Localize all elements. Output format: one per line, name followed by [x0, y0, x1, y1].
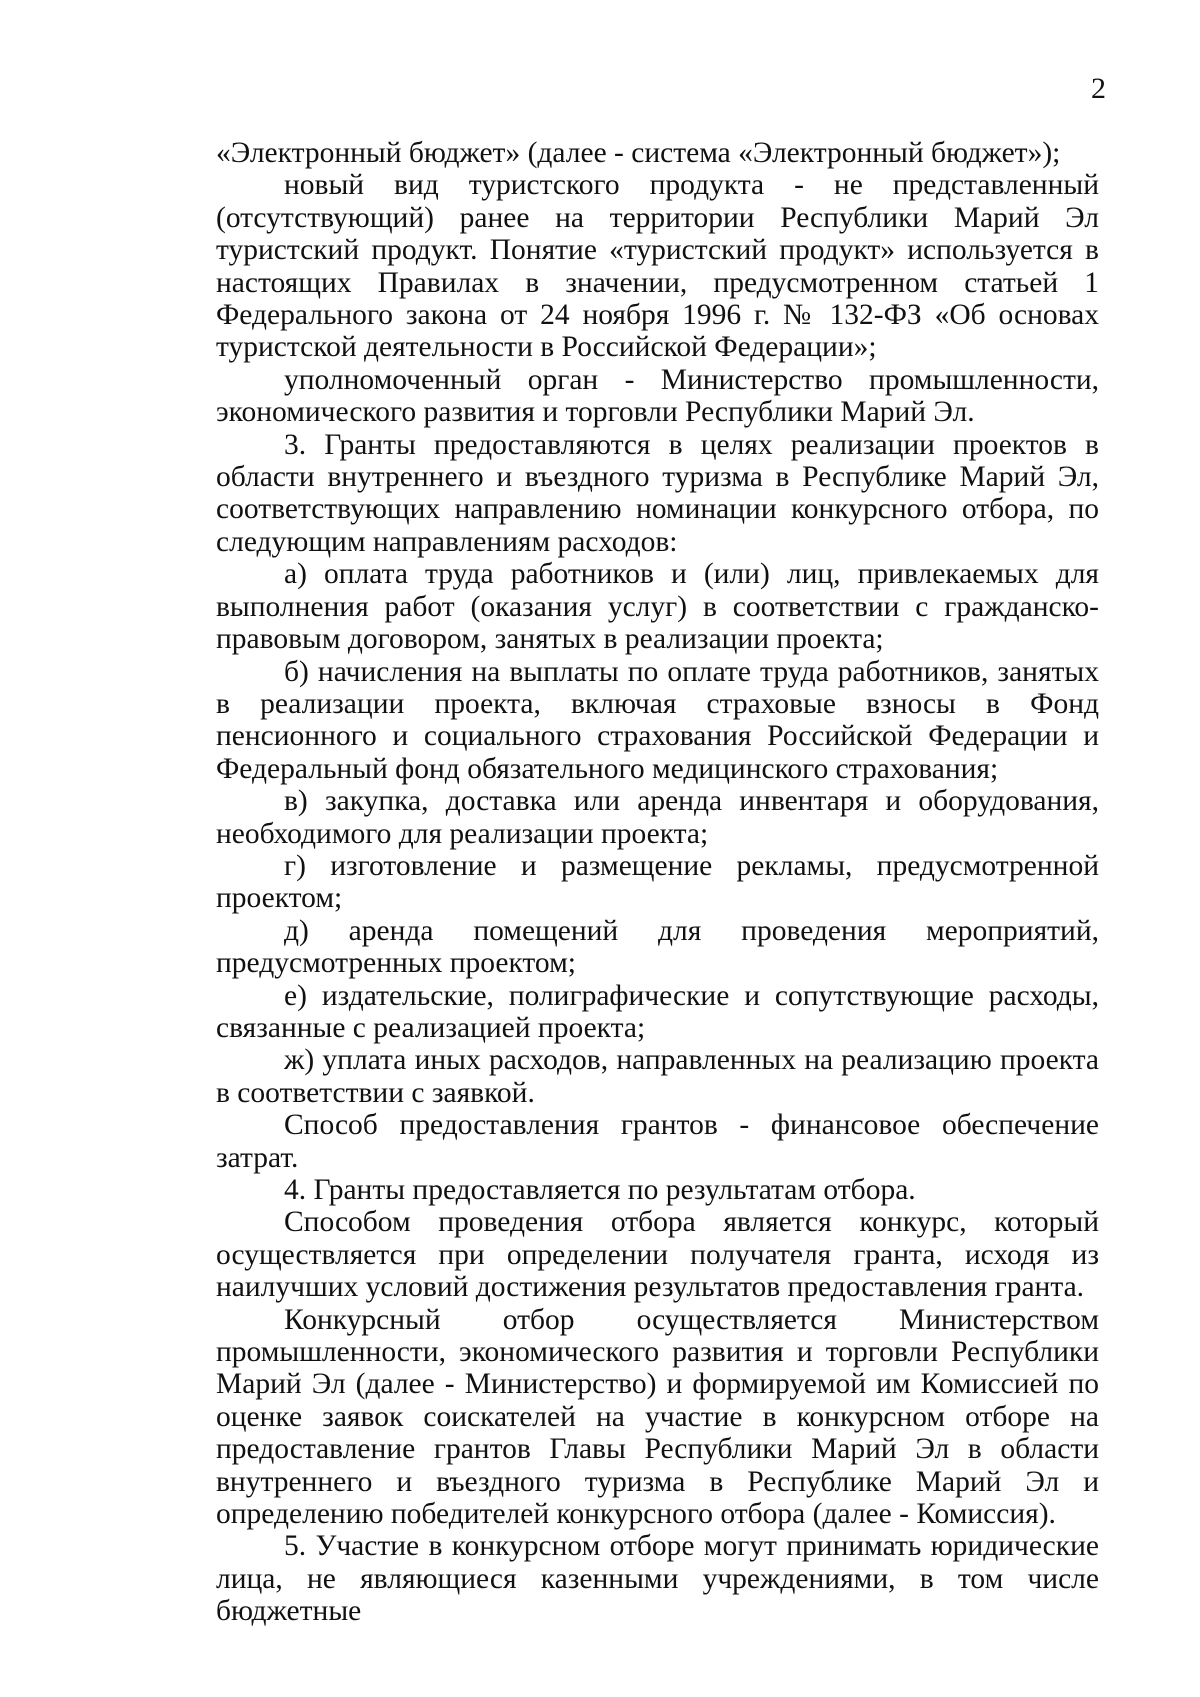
paragraph: г) изготовление и размещение рекламы, предусмотренной проектом; — [216, 849, 1099, 915]
paragraph: 4. Гранты предоставляется по результатам отбора. — [284, 1174, 916, 1206]
paragraph: новый вид туристского продукта - не представленный (отсутствующий) ранее на территории Республики Марий Эл туристский продукт. Понятие «туристский продукт» используется в настоящих Правилах в значении, предусмотренном статьей 1 Федерального закона от 24 ноября 1996 г. № 132-ФЗ «Об основах туристской деятельности в Российской Федерации»; — [216, 169, 1099, 364]
paragraph: Способом проведения отбора является конкурс, который осуществляется при определении получателя гранта, исходя из наилучших условий достижения результатов предоставления гранта. — [216, 1206, 1099, 1304]
paragraph: Конкурсный отбор осуществляется Министерством промышленности, экономического развития и торговли Республики Марий Эл (далее - Министерство) и формируемой им Комиссией по оценке заявок соискателей на участие в конкурсном отборе на предоставление грантов Главы Республики Марий Эл в области внутреннего и въездного туризма в Республике Марий Эл и определению победителей конкурсного отбора (далее - Комиссия). — [216, 1303, 1099, 1531]
paragraph: е) издательские, полиграфические и сопутствующие расходы, связанные с реализацией проекта; — [216, 979, 1099, 1044]
paragraph: Способ предоставления грантов - финансовое обеспечение затрат. — [216, 1109, 1099, 1174]
paragraph: а) оплата труда работников и (или) лиц, привлекаемых для выполнения работ (оказания услуг) в соответствии с гражданско-правовым договором, занятых в реализации проекта; — [216, 558, 1099, 656]
paragraph: «Электронный бюджет» (далее - система «Электронный бюджет»); — [216, 137, 1061, 169]
page-number: 2 — [1091, 72, 1106, 105]
paragraph: уполномоченный орган - Министерство промышленности, экономического развития и торговли Республики Марий Эл. — [216, 363, 1099, 429]
document-body — [216, 137, 1099, 1628]
paragraph: д) аренда помещений для проведения мероприятий, предусмотренных проектом; — [216, 914, 1099, 980]
paragraph: б) начисления на выплаты по оплате труда работников, занятых в реализации проекта, включая страховые взносы в Фонд пенсионного и социального страхования Российской Федерации и Федеральный фонд обязательного медицинского страхования; — [216, 655, 1099, 785]
paragraph: в) закупка, доставка или аренда инвентаря и оборудования, необходимого для реализации проекта; — [216, 785, 1099, 850]
paragraph: 3. Гранты предоставляются в целях реализации проектов в области внутреннего и въездного туризма в Республике Марий Эл, соответствующих направлению номинации конкурсного отбора, по следующим направлениям расходов: — [216, 428, 1099, 558]
paragraph: ж) уплата иных расходов, направленных на реализацию проекта в соответствии с заявкой. — [216, 1044, 1099, 1109]
paragraph: 5. Участие в конкурсном отборе могут принимать юридические лица, не являющиеся казенными учреждениями, в том числе бюджетные — [216, 1530, 1099, 1628]
